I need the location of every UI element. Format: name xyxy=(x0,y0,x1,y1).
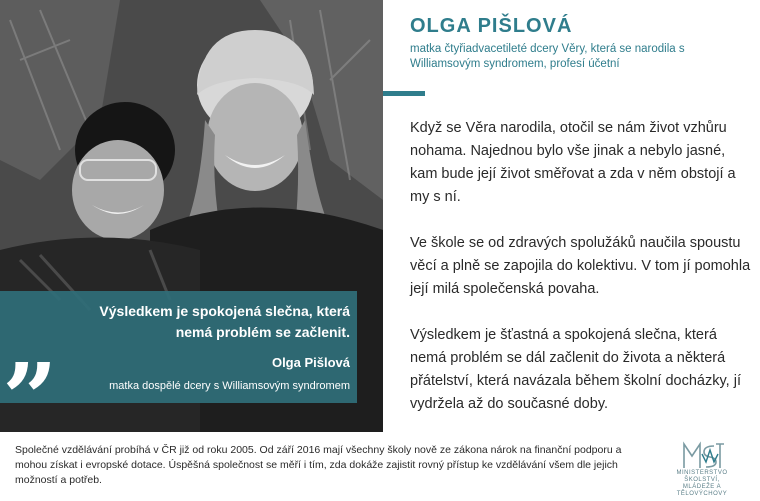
logo-line-1: MINISTERSTVO ŠKOLSTVÍ, xyxy=(676,470,728,483)
footer-text: Společné vzdělávání probíhá v ČR již od roku 2005. Od září 2016 mají všechny školy nově ze zákona nárok na finanční podporu a mohou získat i evropské dotace. Úspěšná společnost se měří i tím, zda dokáže zajistit rovný přístup ke vzdělávání všem dle jejich možností a potřeb. xyxy=(15,444,622,486)
body-text xyxy=(410,117,755,439)
body-paragraph: Když se Věra narodila, otočil se nám život vzhůru nohama. Najednou bylo vše jinak a nebylo jasné, kam bude její život směřovat a zda v něm obstojí a my s ní. xyxy=(410,120,736,205)
quote-role: matka dospělé dcery s Williamsovým syndromem xyxy=(109,380,350,392)
quote-author: Olga Pišlová xyxy=(271,355,350,370)
page-title: OLGA PIŠLOVÁ xyxy=(410,15,573,37)
quote-marks-icon: „ xyxy=(4,287,54,400)
quote-text: Výsledkem je spokojená slečna, která nemá problém se začlenit. xyxy=(99,303,350,340)
accent-bar xyxy=(383,91,425,96)
ministry-logo xyxy=(662,440,742,497)
body-paragraph: Ve škole se od zdravých spolužáků naučila spoustu věcí a plně se zapojila do kolektivu. V tom jí pomohla její milá společenská povaha. xyxy=(410,235,751,297)
msmt-logo-icon xyxy=(680,440,724,470)
page-subtitle: matka čtyřiadvacetileté dcery Věry, která se narodila s Williamsovým syndromem, profesí účetní xyxy=(410,43,685,70)
logo-line-2: MLÁDEŽE A TĚLOVÝCHOVY xyxy=(676,484,728,497)
body-paragraph: Výsledkem je šťastná a spokojená slečna, která nemá problém se dál začlenit do života a některá přátelství, která navázala během školní docházky, jí vydržela až do současné doby. xyxy=(410,327,741,412)
